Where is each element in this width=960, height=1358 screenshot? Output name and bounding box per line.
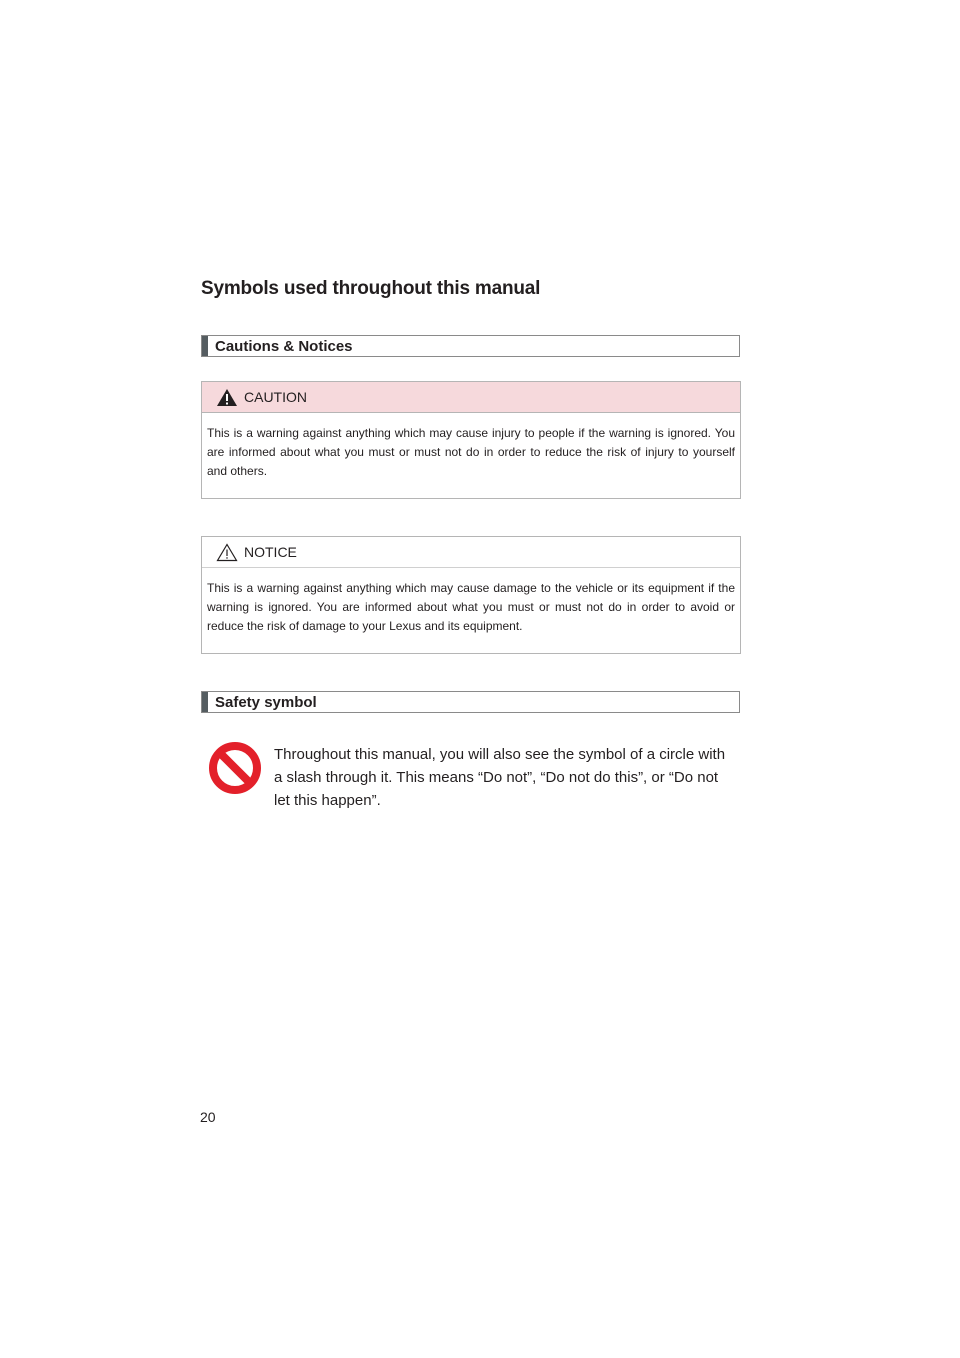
section-header-safety-symbol [201,691,740,713]
section-header-cautions-notices [201,335,740,357]
prohibition-icon [208,741,262,800]
page-number: 20 [200,1109,216,1125]
section-accent-bar [202,692,208,712]
notice-title: NOTICE [244,544,297,560]
page-title: Symbols used throughout this manual [201,278,541,299]
caution-box [201,381,741,499]
section-label: Safety symbol [215,694,317,711]
notice-text: This is a warning against anything which may cause damage to the vehicle or its equipment if the warning is ignored. You are informed about what you must or must not do in order to avoid or reduce the risk of damage to your Lexus and its equipment. [207,581,735,633]
safety-symbol-text: Throughout this manual, you will also see the symbol of a circle with a slash through it. This means “Do not”, “Do not do this”, or “Do not let this happen”. [274,746,726,809]
notice-header [202,537,740,568]
section-accent-bar [202,336,208,356]
caution-title: CAUTION [244,389,307,405]
notice-box [201,536,741,654]
section-label: Cautions & Notices [215,338,353,355]
caution-header [202,382,740,413]
caution-text: This is a warning against anything which may cause injury to people if the warning is ignored. You are informed about what you must or must not do in order to reduce the risk of injury to yourself and others. [207,426,735,478]
